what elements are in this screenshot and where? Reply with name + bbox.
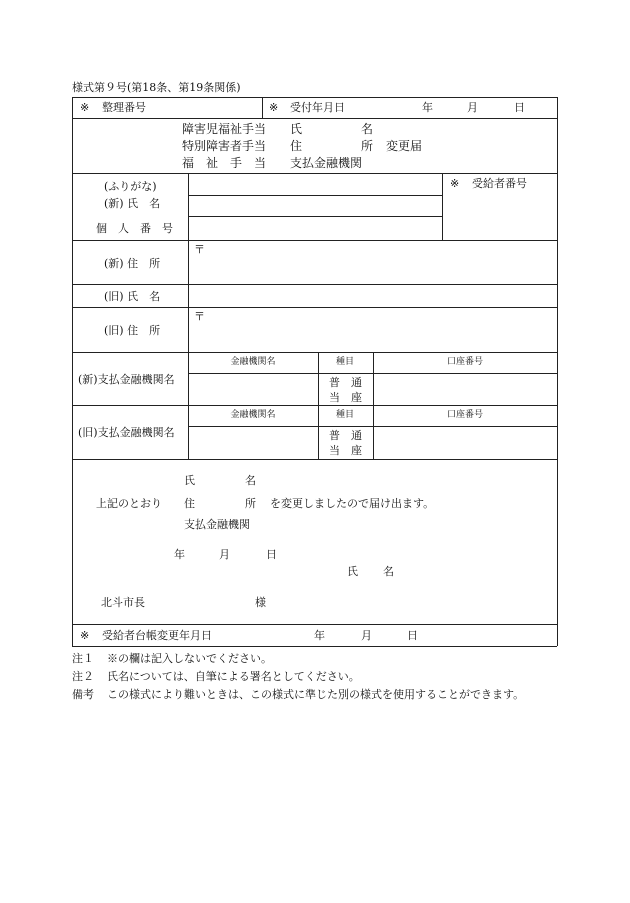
old-bank-name-field[interactable] [189,427,317,458]
new-postal-mark: 〒 [194,243,205,256]
decl-month: 月 [219,548,230,561]
decl-sign-name-1: 氏 [347,565,358,578]
new-bank-name-field[interactable] [189,374,317,404]
old-account-col: 口座番号 [446,410,484,420]
personal-number-label: 個 人 番 号 [96,222,173,235]
new-address-label: (新) 住 所 [104,257,161,270]
title-line-3: 福 祉 手 当 [182,156,267,170]
title-item-address-2: 所 [361,139,374,153]
new-bank-label: (新)支払金融機関名 [78,373,175,386]
recipient-number-label: 受給者番号 [472,177,527,190]
received-month: 月 [467,101,478,114]
note-2-text: 氏名については、自筆による署名としてください。 [107,670,360,683]
decl-name-1: 氏 [184,474,195,487]
decl-year: 年 [174,548,185,561]
decl-name-2: 名 [245,474,256,487]
decl-day: 日 [266,548,277,561]
old-type-col: 種目 [335,410,355,420]
received-day: 日 [514,101,525,114]
old-name-label: (旧) 氏 名 [104,290,161,303]
title-item-bank: 支払金融機関 [290,156,363,170]
received-date-label: 受付年月日 [290,101,345,114]
title-suffix: 変更届 [386,139,423,153]
old-address-label: (旧) 住 所 [104,324,161,337]
received-year: 年 [422,101,433,114]
new-bank-name-col: 金融機関名 [230,357,276,367]
change-date-label: 受給者台帳変更年月日 [102,629,212,642]
decl-tail: を変更しましたので届け出ます。 [270,497,435,510]
personal-number-field[interactable] [189,217,441,239]
old-address-field[interactable] [189,308,556,351]
decl-honorific: 様 [255,596,266,609]
new-type-col: 種目 [335,357,355,367]
new-address-field[interactable] [189,241,556,283]
title-line-1: 障害児福祉手当 [182,122,267,136]
recipient-number-field [443,194,556,239]
new-type-ordinary[interactable]: 普 通 [329,376,362,389]
new-name-label: (新) 氏 名 [104,197,161,210]
decl-lead: 上記のとおり [96,497,162,510]
title-item-address-1: 住 [290,139,303,153]
change-year: 年 [314,629,325,642]
title-item-name-2: 名 [361,122,374,136]
note-1-label: 注１ [72,652,94,665]
ref-no-label: 整理番号 [102,101,146,114]
mark-change: ※ [80,629,90,642]
new-account-col: 口座番号 [446,357,484,367]
old-type-ordinary[interactable]: 普 通 [329,429,362,442]
note-3-text: この様式により難いときは、この様式に準じた別の様式を使用することができます。 [107,688,525,701]
note-2-label: 注２ [72,670,94,683]
old-type-current[interactable]: 当 座 [329,444,362,457]
new-account-field[interactable] [374,374,556,404]
title-item-name-1: 氏 [290,122,303,136]
mark-recipient: ※ [450,177,460,190]
change-day: 日 [407,629,418,642]
furigana-field[interactable] [189,174,441,194]
mark-received: ※ [269,101,279,114]
form-id: 様式第９号(第18条、第19条関係) [72,81,241,94]
new-type-current[interactable]: 当 座 [329,391,362,404]
decl-address-2: 所 [245,497,256,510]
furigana-label: (ふりがな) [104,180,157,193]
old-postal-mark: 〒 [194,310,205,323]
decl-mayor: 北斗市長 [101,596,145,609]
decl-sign-name-2: 名 [383,565,394,578]
old-bank-label: (旧)支払金融機関名 [78,426,175,439]
old-bank-name-col: 金融機関名 [230,410,276,420]
old-account-field[interactable] [374,427,556,458]
decl-address-1: 住 [184,497,195,510]
note-1-text: ※の欄は記入しないでください。 [107,652,272,665]
old-name-field[interactable] [189,285,556,306]
decl-bank: 支払金融機関 [184,518,250,531]
change-month: 月 [361,629,372,642]
title-line-2: 特別障害者手当 [182,139,267,153]
note-3-label: 備考 [72,688,94,701]
new-name-field[interactable] [189,196,441,215]
mark-ref: ※ [80,101,90,114]
